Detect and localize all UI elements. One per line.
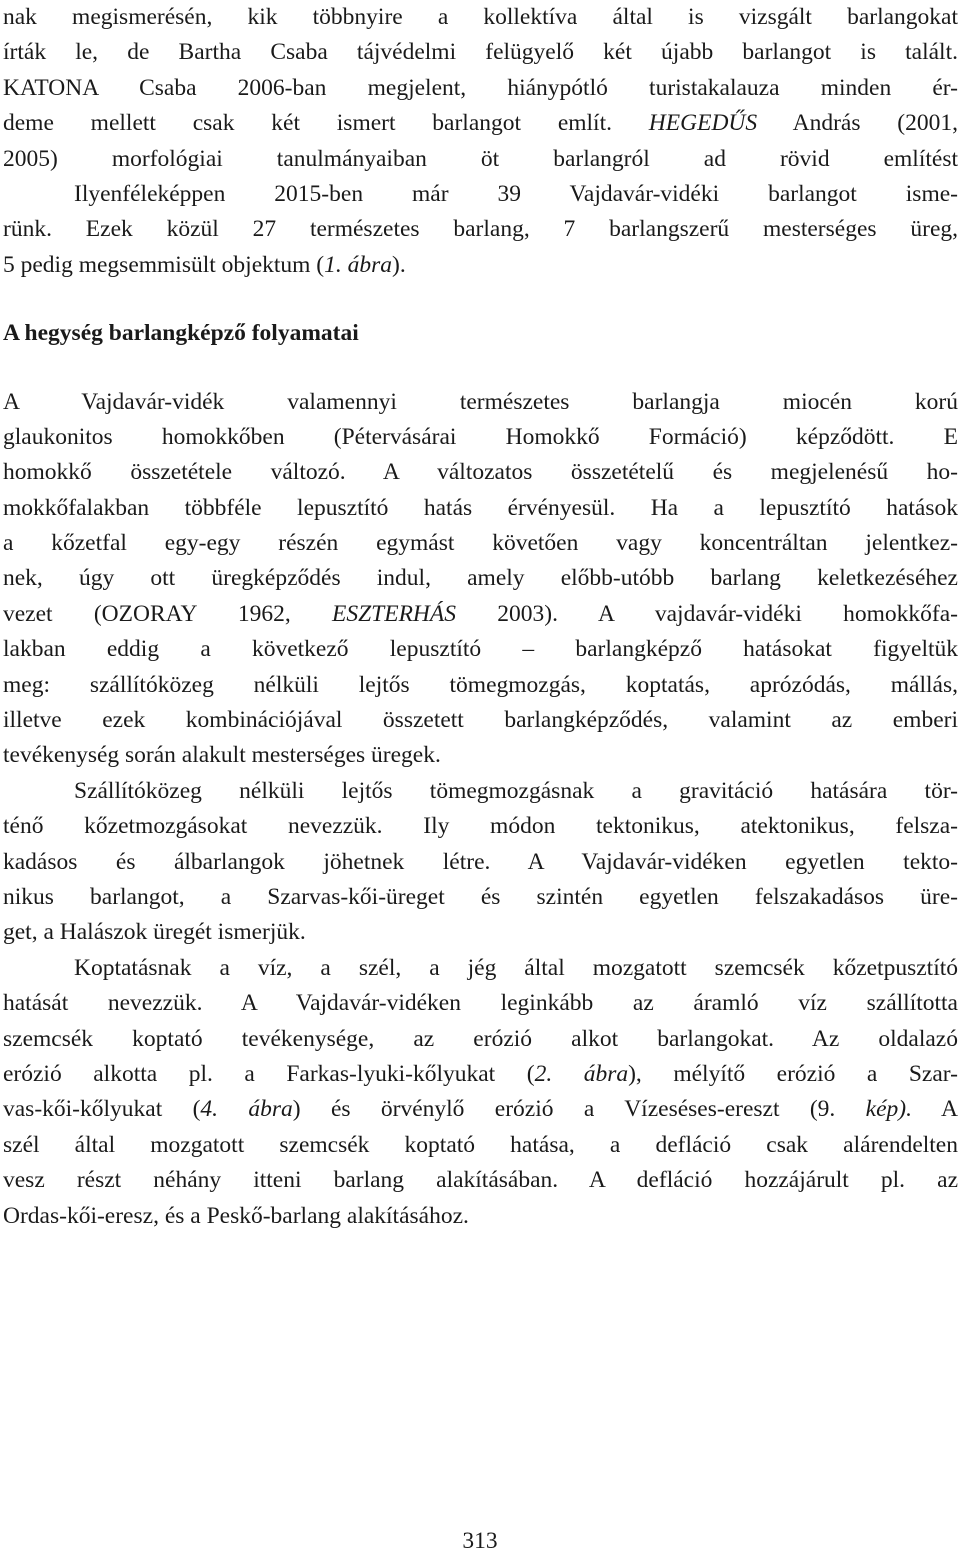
text-line: Ordas-kői-eresz, és a Peskő-barlang alakításához. xyxy=(3,1202,469,1229)
text-line: ténő kőzetmozgásokat nevezzük. Ily módon tektonikus, atektonikus, felsza- xyxy=(3,813,958,840)
intro-paragraph xyxy=(3,0,958,283)
page-number: 313 xyxy=(462,1528,498,1554)
text-line: írták le, de Bartha Csaba tájvédelmi felügyelő két újabb barlangot is talált. xyxy=(3,39,958,66)
figure-reference: 2. ábra xyxy=(534,1060,629,1087)
text-line: nak megismerésén, kik többnyire a kollektíva által is vizsgált barlangokat xyxy=(3,4,958,30)
text-line: kadásos és álbarlangok jöhetnek létre. A Vajdavár-vidéken egyetlen tekto- xyxy=(3,848,958,875)
figure-reference: 1. ábra xyxy=(324,251,393,278)
text-line: erózió alkotta pl. a Farkas-lyuki-kőlyukat (2. ábra), mélyítő erózió a Szar- xyxy=(3,1060,958,1087)
text-line: szemcsék koptató tevékenysége, az erózió alkot barlangokat. Az oldalazó xyxy=(3,1025,958,1052)
text-line: Koptatásnak a víz, a szél, a jég által mozgatott szemcsék kőzetpusztító xyxy=(74,954,958,981)
text-line: mokkőfalakban többféle lepusztító hatás érvényesül. Ha a lepusztító hatások xyxy=(3,494,958,521)
text-line: deme mellett csak két ismert barlangot említ. HEGEDŰS András (2001, xyxy=(3,110,958,137)
body-paragraph-3 xyxy=(3,951,958,1234)
text-line: vas-kői-kőlyukat (4. ábra) és örvénylő erózió a Vízeséses-ereszt (9. kép). A xyxy=(3,1096,958,1123)
text-line: rünk. Ezek közül 27 természetes barlang, 7 barlangszerű mesterséges üreg, xyxy=(3,216,958,243)
text-line: vesz részt néhány itteni barlang alakításában. A defláció hozzájárult pl. az xyxy=(3,1167,958,1194)
figure-reference: 4. ábra xyxy=(200,1096,293,1123)
author-name-italic: ESZTERHÁS xyxy=(331,600,456,627)
text-line: tevékenység során alakult mesterséges üregek. xyxy=(3,742,441,769)
section-heading: A hegység barlangképző folyamatai xyxy=(3,320,359,347)
text-line: A Vajdavár-vidék valamennyi természetes barlangja miocén korú xyxy=(3,388,958,415)
text-line: lakban eddig a következő lepusztító – barlangképző hatásokat figyeltük xyxy=(3,636,958,663)
author-name-italic: HEGEDŰS xyxy=(648,110,758,137)
text-line: hatását nevezzük. A Vajdavár-vidéken leginkább az áramló víz szállította xyxy=(3,990,958,1017)
text-line: get, a Halászok üregét ismerjük. xyxy=(3,919,306,946)
text-line: KATONA Csaba 2006-ban megjelent, hiánypótló turistakalauza minden ér- xyxy=(3,74,958,101)
document-page xyxy=(3,0,958,1234)
text-line: 5 pedig megsemmisült objektum (1. ábra). xyxy=(3,251,406,278)
text-line: illetve ezek kombinációjával összetett barlangképződés, valamint az emberi xyxy=(3,707,958,734)
text-line: Ilyenféleképpen 2015-ben már 39 Vajdavár-vidéki barlangot isme- xyxy=(74,180,958,207)
text-line: homokkő összetétele változó. A változatos összetételű és megjelenésű ho- xyxy=(3,459,958,486)
text-line: meg: szállítóközeg nélküli lejtős tömegmozgás, koptatás, aprózódás, mállás, xyxy=(3,671,958,698)
text-line: Szállítóközeg nélküli lejtős tömegmozgásnak a gravitáció hatására tör- xyxy=(74,777,958,804)
photo-reference: kép). xyxy=(865,1096,912,1123)
text-line: glaukonitos homokkőben (Pétervásárai Homokkő Formáció) képződött. E xyxy=(3,423,958,450)
body-paragraph-2 xyxy=(3,774,958,951)
body-paragraph-1 xyxy=(3,385,958,774)
text-line: nek, úgy ott üregképződés indul, amely előbb-utóbb barlang keletkezéséhez xyxy=(3,565,958,592)
text-line: 2005) morfológiai tanulmányaiban öt barlangról ad rövid említést xyxy=(3,145,958,172)
text-line: szél által mozgatott szemcsék koptató hatása, a defláció csak alárendelten xyxy=(3,1131,958,1158)
text-line: nikus barlangot, a Szarvas-kői-üreget és szintén egyetlen felszakadásos üre- xyxy=(3,883,958,910)
text-line: a kőzetfal egy-egy részén egymást követően vagy koncentráltan jelentkez- xyxy=(3,530,958,557)
text-line: vezet (OZORAY 1962, ESZTERHÁS 2003). A vajdavár-vidéki homokkőfa- xyxy=(3,600,959,627)
